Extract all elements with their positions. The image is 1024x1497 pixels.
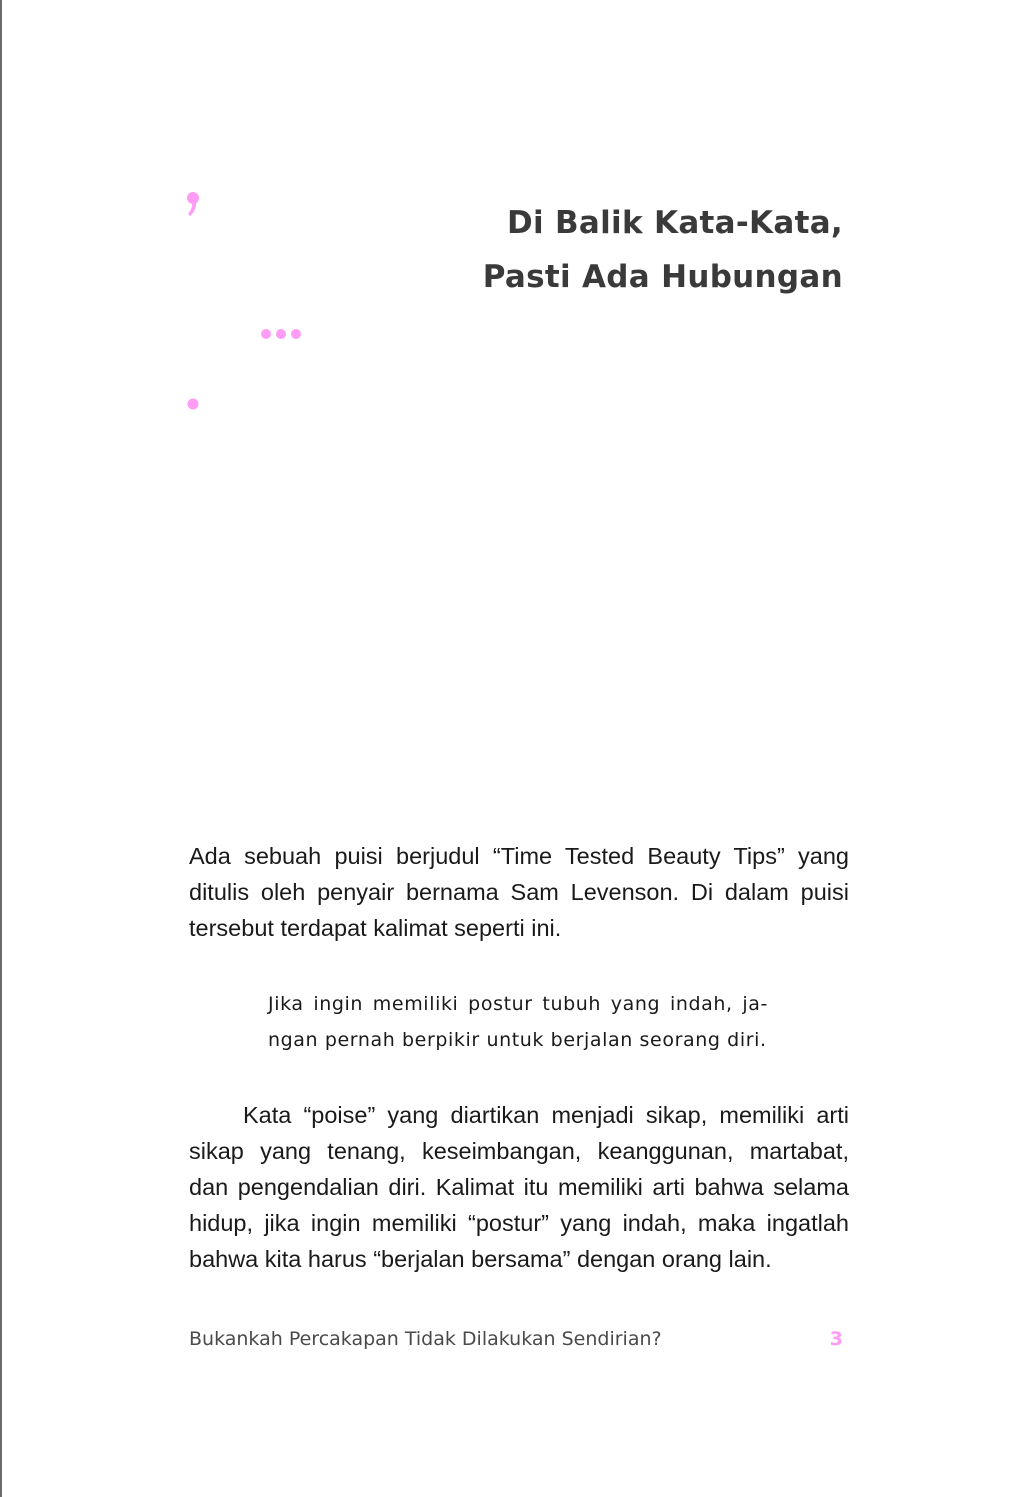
ellipsis-decoration-icon [260,328,304,340]
period-decoration-icon [186,397,200,411]
paragraph-line: bahwa kita harus “berjalan bersama” dengan orang lain. [189,1246,772,1272]
page-edge-line [0,0,2,1497]
paragraph-line: tersebut terdapat kalimat seperti ini. [189,915,562,941]
explanation-paragraph [189,1097,849,1277]
paragraph-line: Ada sebuah puisi berjudul “Time Tested Beauty Tips” yang [189,843,849,869]
paragraph-line: ditulis oleh penyair bernama Sam Levenson. Di dalam puisi [189,879,849,905]
paragraph-line: sikap yang tenang, keseimbangan, keanggunan, martabat, [189,1138,849,1164]
paragraph-line: dan pengendalian diri. Kalimat itu memiliki arti bahwa selama [189,1174,849,1200]
chapter-title-line-1: Di Balik Kata-Kata, [506,205,843,241]
quote-line: ngan pernah berpikir untuk berjalan seorang diri. [268,1029,767,1051]
page-number: 3 [829,1328,843,1350]
block-quote [268,986,768,1058]
intro-paragraph [189,838,849,946]
chapter-title-line-2: Pasti Ada Hubungan [482,259,843,295]
paragraph-line: hidup, jika ingin memiliki “postur” yang indah, maka ingatlah [189,1210,849,1236]
comma-decoration-icon [186,190,200,220]
quote-line: Jika ingin memiliki postur tubuh yang indah, ja- [268,993,768,1015]
chapter-title [323,196,843,304]
running-footer-title: Bukankah Percakapan Tidak Dilakukan Sendirian? [189,1328,662,1350]
paragraph-line: Kata “poise” yang diartikan menjadi sikap, memiliki arti [243,1102,849,1128]
